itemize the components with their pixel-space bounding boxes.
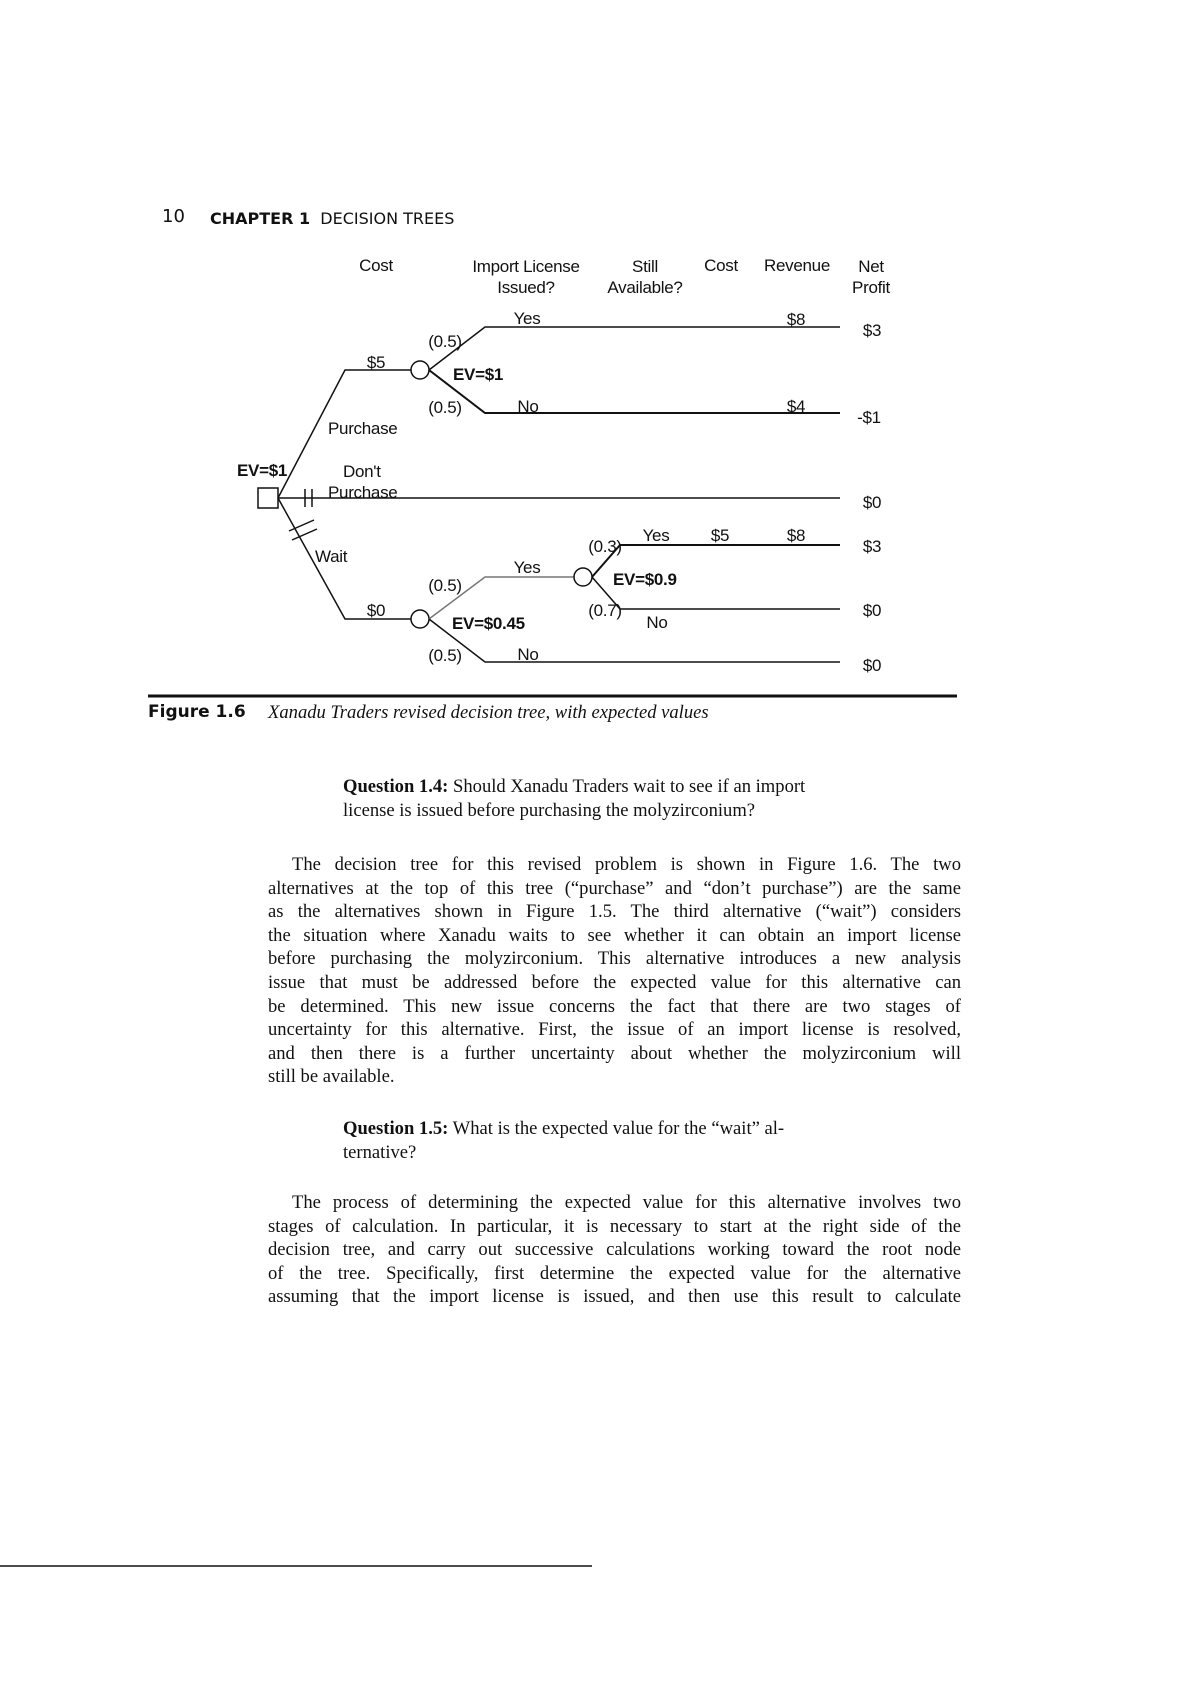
license-no-label: No (517, 645, 539, 664)
col-import-license (472, 256, 579, 298)
question-line: license is issued before purchasing the molyzirconium? (343, 799, 756, 821)
question-label: Question 1.5: (343, 1118, 449, 1139)
available-yes-prob: (0.3) (588, 537, 622, 556)
figure-caption: Xanadu Traders revised decision tree, with expected values (268, 702, 709, 723)
text-line: before purchasing the molyzirconium. This alternative introduces a new analysis (268, 948, 961, 970)
purchase-no-revenue: $4 (786, 397, 806, 416)
available-yes-cost: $5 (710, 526, 730, 545)
root-ev: EV=$1 (237, 461, 288, 480)
col-text: Import License (472, 257, 580, 276)
text-line: be determined. This new issue concerns the fact that there are two stages of (268, 995, 961, 1017)
text-line: and then there is a further uncertainty about whether the molyzirconium will (268, 1042, 961, 1064)
text-line: stages of calculation. In particular, it is necessary to start at the right side of the (268, 1215, 961, 1237)
dont-purchase-label (328, 461, 397, 503)
available-no-net: $0 (862, 601, 882, 620)
text-line: the situation where Xanadu waits to see whether it can obtain an import license (268, 924, 961, 946)
chance-node-purchase (411, 361, 429, 379)
question-line: ternative? (343, 1141, 417, 1163)
figure-label: Figure 1.6 (148, 702, 246, 722)
purchase-label: Purchase (328, 419, 398, 438)
license-no-prob: (0.5) (428, 646, 462, 665)
available-yes-label: Yes (642, 526, 670, 545)
text-line: issue that must be addressed before the expected value for this alternative can (268, 971, 961, 993)
question-text: What is the expected value for the “wait” al- (448, 1118, 785, 1139)
paragraph-2 (268, 1191, 961, 1309)
chapter-label: CHAPTER 1 (210, 209, 311, 228)
available-ev: EV=$0.9 (613, 570, 677, 589)
col-net-profit (852, 256, 890, 298)
available-yes-revenue: $8 (786, 526, 806, 545)
branch-purchase-yes (429, 327, 840, 370)
text-line: uncertainty for this alternative. First, the issue of an import license is resolved, (268, 1019, 961, 1041)
col-text: Still (632, 257, 658, 276)
chance-node-available (574, 568, 592, 586)
chance-node-wait (411, 610, 429, 628)
purchase-cost: $5 (366, 353, 386, 372)
license-no-net: $0 (862, 656, 882, 675)
question-1-5 (343, 1117, 888, 1164)
question-1-4 (343, 775, 888, 822)
dont-purchase-net: $0 (862, 493, 882, 512)
purchase-no-prob: (0.5) (428, 398, 462, 417)
page-number: 10 (162, 206, 185, 227)
available-no-prob: (0.7) (588, 601, 622, 620)
label-text: Don't (343, 462, 381, 481)
wait-ev: EV=$0.45 (452, 614, 525, 633)
question-line (343, 775, 888, 799)
text-line: alternatives at the top of this tree (“purchase” and “don’t purchase”) are the same (268, 877, 961, 899)
chapter-title: DECISION TREES (320, 209, 455, 228)
purchase-yes-revenue: $8 (786, 310, 806, 329)
license-yes-prob: (0.5) (428, 576, 462, 595)
purchase-no-net: -$1 (857, 408, 881, 427)
col-still-available (607, 256, 682, 298)
decision-node (258, 488, 278, 508)
text-line: still be available. (268, 1066, 395, 1088)
text-line: The decision tree for this revised problem is shown in Figure 1.6. The two (292, 854, 961, 875)
wait-label: Wait (315, 547, 348, 566)
available-yes-net: $3 (862, 537, 882, 556)
text-line: assuming that the import license is issued, and then use this result to calculate (268, 1286, 961, 1308)
col-cost: Cost (359, 256, 393, 275)
text-line: as the alternatives shown in Figure 1.5. The third alternative (“wait”) considers (268, 901, 961, 923)
wait-cost: $0 (366, 601, 386, 620)
text-line: of the tree. Specifically, first determine the expected value for the alternative (268, 1262, 961, 1284)
purchase-yes-label: Yes (513, 309, 541, 328)
col-cost-2: Cost (704, 256, 738, 275)
purchase-ev: EV=$1 (453, 365, 504, 384)
text-line: decision tree, and carry out successive calculations working toward the root node (268, 1239, 961, 1261)
license-yes-label: Yes (513, 558, 541, 577)
purchase-yes-net: $3 (862, 321, 882, 340)
label-text: Purchase (328, 483, 398, 502)
text-line: The process of determining the expected value for this alternative involves two (292, 1192, 961, 1213)
col-text: Profit (852, 278, 890, 297)
col-text: Issued? (497, 278, 555, 297)
purchase-yes-prob: (0.5) (428, 332, 462, 351)
col-revenue: Revenue (764, 256, 830, 275)
question-line (343, 1117, 888, 1141)
question-text: Should Xanadu Traders wait to see if an import (448, 776, 806, 797)
purchase-no-label: No (517, 397, 539, 416)
col-text: Net (858, 257, 884, 276)
paragraph-1 (268, 853, 961, 1089)
question-label: Question 1.4: (343, 776, 449, 797)
col-text: Available? (607, 278, 683, 297)
available-no-label: No (646, 613, 668, 632)
